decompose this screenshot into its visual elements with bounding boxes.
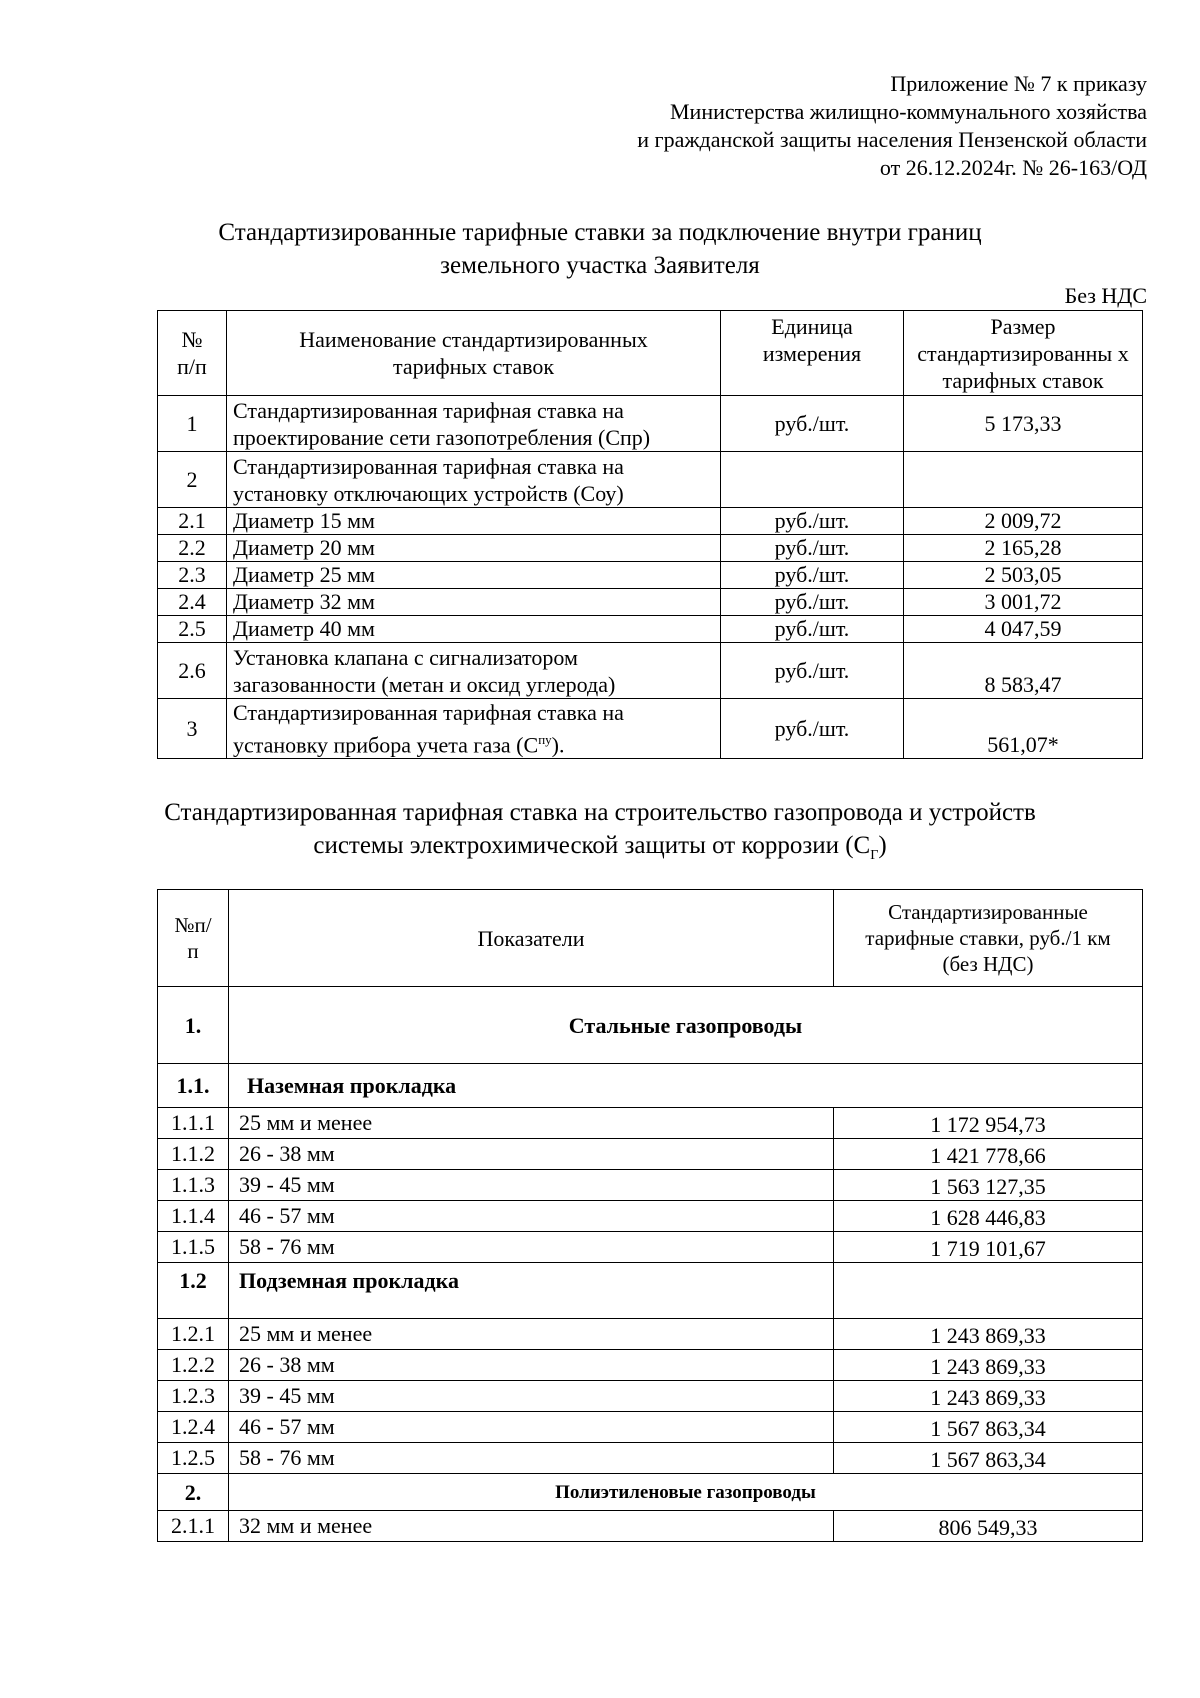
row-number: 1.2.3 — [158, 1381, 229, 1412]
row-value: 1 567 863,34 — [834, 1412, 1143, 1443]
row-number: 2.1.1 — [158, 1511, 229, 1542]
row-number: 1 — [158, 396, 227, 452]
row-value: 5 173,33 — [904, 396, 1143, 452]
row-name-superscript: пу — [538, 732, 552, 747]
row-name-line: установку отключающих устройств (Соу) — [233, 480, 624, 506]
row-unit: руб./шт. — [721, 535, 904, 562]
row-name: 26 - 38 мм — [229, 1139, 834, 1170]
row-unit: руб./шт. — [721, 562, 904, 589]
table-row — [158, 643, 1143, 699]
row-name: Диаметр 40 мм — [227, 616, 721, 643]
table-row — [158, 396, 1143, 452]
table-row — [158, 1108, 1143, 1139]
row-name — [227, 452, 721, 508]
row-value: 1 172 954,73 — [834, 1108, 1143, 1139]
row-value — [904, 452, 1143, 508]
row-number: 2.1 — [158, 508, 227, 535]
row-name: Диаметр 15 мм — [227, 508, 721, 535]
row-name: 39 - 45 мм — [229, 1170, 834, 1201]
row-value: 8 583,47 — [904, 643, 1143, 699]
table2-title-line-1: Стандартизированная тарифная ставка на строительство газопровода и устройств — [164, 799, 1036, 826]
row-value: 2 503,05 — [904, 562, 1143, 589]
row-unit: руб./шт. — [721, 396, 904, 452]
row-number: 2.4 — [158, 589, 227, 616]
table1-title-line-1: Стандартизированные тарифные ставки за подключение внутри границ — [218, 219, 982, 246]
row-number: 1.1.3 — [158, 1170, 229, 1201]
row-name — [227, 396, 721, 452]
table1-header-row — [158, 311, 1143, 396]
subsection-value-empty — [834, 1263, 1143, 1319]
row-name — [227, 699, 721, 759]
row-number: 2.6 — [158, 643, 227, 699]
row-unit — [721, 452, 904, 508]
table1-header-value: Размер стандартизированны х тарифных ставок — [904, 311, 1143, 396]
table2-header-no: №п/ п — [158, 890, 229, 987]
row-value: 1 421 778,66 — [834, 1139, 1143, 1170]
table-row — [158, 589, 1143, 616]
table-row — [158, 1319, 1143, 1350]
table2-header-row — [158, 890, 1143, 987]
table-row — [158, 616, 1143, 643]
row-name-line: загазованности (метан и оксид углерода) — [233, 671, 616, 697]
row-number: 1.1.5 — [158, 1232, 229, 1263]
table-row — [158, 508, 1143, 535]
subsection-label: Наземная прокладка — [229, 1064, 1143, 1108]
row-value: 1 243 869,33 — [834, 1319, 1143, 1350]
subsection-row — [158, 1064, 1143, 1108]
row-number: 1.2.4 — [158, 1412, 229, 1443]
row-value: 3 001,72 — [904, 589, 1143, 616]
row-name: Диаметр 25 мм — [227, 562, 721, 589]
row-name-line: проектирование сети газопотребления (Спр) — [233, 424, 651, 450]
table1-header-name: Наименование стандартизированных тарифных ставок — [227, 311, 721, 396]
subsection-label: Подземная прокладка — [229, 1263, 834, 1319]
header-line-3: и гражданской защиты населения Пензенской области — [637, 127, 1147, 152]
table2-header-value: Стандартизированные тарифные ставки, руб./1 км (без НДС) — [834, 890, 1143, 987]
table-row — [158, 562, 1143, 589]
table-row — [158, 1350, 1143, 1381]
header-line-2: Министерства жилищно-коммунального хозяйства — [669, 99, 1147, 124]
row-value: 561,07* — [904, 699, 1143, 759]
table1-header-no: № п/п — [158, 311, 227, 396]
row-value: 2 165,28 — [904, 535, 1143, 562]
section-row — [158, 987, 1143, 1064]
row-value: 4 047,59 — [904, 616, 1143, 643]
row-name-line: Стандартизированная тарифная ставка на — [233, 453, 624, 479]
document-header — [637, 70, 1147, 182]
row-number: 1.1.4 — [158, 1201, 229, 1232]
row-value: 1 563 127,35 — [834, 1170, 1143, 1201]
row-number: 2.3 — [158, 562, 227, 589]
row-number: 3 — [158, 699, 227, 759]
row-unit: руб./шт. — [721, 699, 904, 759]
title-text: системы электрохимической защиты от коррозии (С — [313, 832, 871, 859]
row-value: 806 549,33 — [834, 1511, 1143, 1542]
table-row — [158, 1381, 1143, 1412]
title-subscript: Г — [870, 848, 879, 863]
table2-title-line-2 — [0, 829, 1200, 872]
table1-header-unit: Единица измерения — [721, 311, 904, 396]
subsection-number: 1.2 — [158, 1263, 229, 1319]
row-name-text: установку прибора учета газа (С — [233, 732, 539, 758]
title-text: ) — [878, 832, 887, 859]
row-name: 58 - 76 мм — [229, 1232, 834, 1263]
row-name-text: ). — [551, 732, 565, 758]
row-name-line — [233, 726, 714, 758]
table-row — [158, 452, 1143, 508]
row-name: 39 - 45 мм — [229, 1381, 834, 1412]
section-row — [158, 1474, 1143, 1511]
table1-title — [0, 216, 1200, 282]
table-row — [158, 1412, 1143, 1443]
row-unit: руб./шт. — [721, 589, 904, 616]
row-number: 1.2.2 — [158, 1350, 229, 1381]
row-name: 58 - 76 мм — [229, 1443, 834, 1474]
row-number: 2 — [158, 452, 227, 508]
vat-note: Без НДС — [1064, 283, 1147, 308]
row-value: 1 243 869,33 — [834, 1350, 1143, 1381]
section-number: 1. — [158, 987, 229, 1064]
row-unit: руб./шт. — [721, 616, 904, 643]
subsection-row — [158, 1263, 1143, 1319]
table-row — [158, 1139, 1143, 1170]
row-number: 1.1.2 — [158, 1139, 229, 1170]
table2-header-name: Показатели — [229, 890, 834, 987]
row-unit: руб./шт. — [721, 508, 904, 535]
row-value: 1 719 101,67 — [834, 1232, 1143, 1263]
row-name-line: Стандартизированная тарифная ставка на — [233, 700, 624, 725]
row-name: 46 - 57 мм — [229, 1201, 834, 1232]
header-line-4: от 26.12.2024г. № 26-163/ОД — [879, 155, 1147, 180]
section-number: 2. — [158, 1474, 229, 1511]
section-label: Стальные газопроводы — [229, 987, 1143, 1064]
table-row — [158, 1511, 1143, 1542]
row-name — [227, 643, 721, 699]
row-name-line: Установка клапана с сигнализатором — [233, 644, 578, 670]
row-number: 1.2.1 — [158, 1319, 229, 1350]
row-number: 2.5 — [158, 616, 227, 643]
row-value: 1 628 446,83 — [834, 1201, 1143, 1232]
row-value: 1 243 869,33 — [834, 1381, 1143, 1412]
tariff-table-1 — [157, 310, 1143, 759]
header-line-1: Приложение № 7 к приказу — [890, 71, 1147, 96]
row-name-line: Стандартизированная тарифная ставка на — [233, 397, 624, 423]
table1-title-line-2: земельного участка Заявителя — [440, 252, 760, 279]
row-name: Диаметр 20 мм — [227, 535, 721, 562]
row-unit: руб./шт. — [721, 643, 904, 699]
table-row — [158, 535, 1143, 562]
row-number: 2.2 — [158, 535, 227, 562]
row-number: 1.1.1 — [158, 1108, 229, 1139]
row-value: 2 009,72 — [904, 508, 1143, 535]
row-name: Диаметр 32 мм — [227, 589, 721, 616]
table-row — [158, 1443, 1143, 1474]
section-label: Полиэтиленовые газопроводы — [229, 1474, 1143, 1511]
table-row — [158, 1170, 1143, 1201]
row-number: 1.2.5 — [158, 1443, 229, 1474]
subsection-number: 1.1. — [158, 1064, 229, 1108]
table2-title — [0, 796, 1200, 872]
row-name: 46 - 57 мм — [229, 1412, 834, 1443]
row-name: 32 мм и менее — [229, 1511, 834, 1542]
table-row — [158, 1232, 1143, 1263]
tariff-table-2 — [157, 889, 1143, 1542]
row-name: 25 мм и менее — [229, 1319, 834, 1350]
row-value: 1 567 863,34 — [834, 1443, 1143, 1474]
row-name: 26 - 38 мм — [229, 1350, 834, 1381]
table-row — [158, 1201, 1143, 1232]
row-name: 25 мм и менее — [229, 1108, 834, 1139]
table-row — [158, 699, 1143, 759]
